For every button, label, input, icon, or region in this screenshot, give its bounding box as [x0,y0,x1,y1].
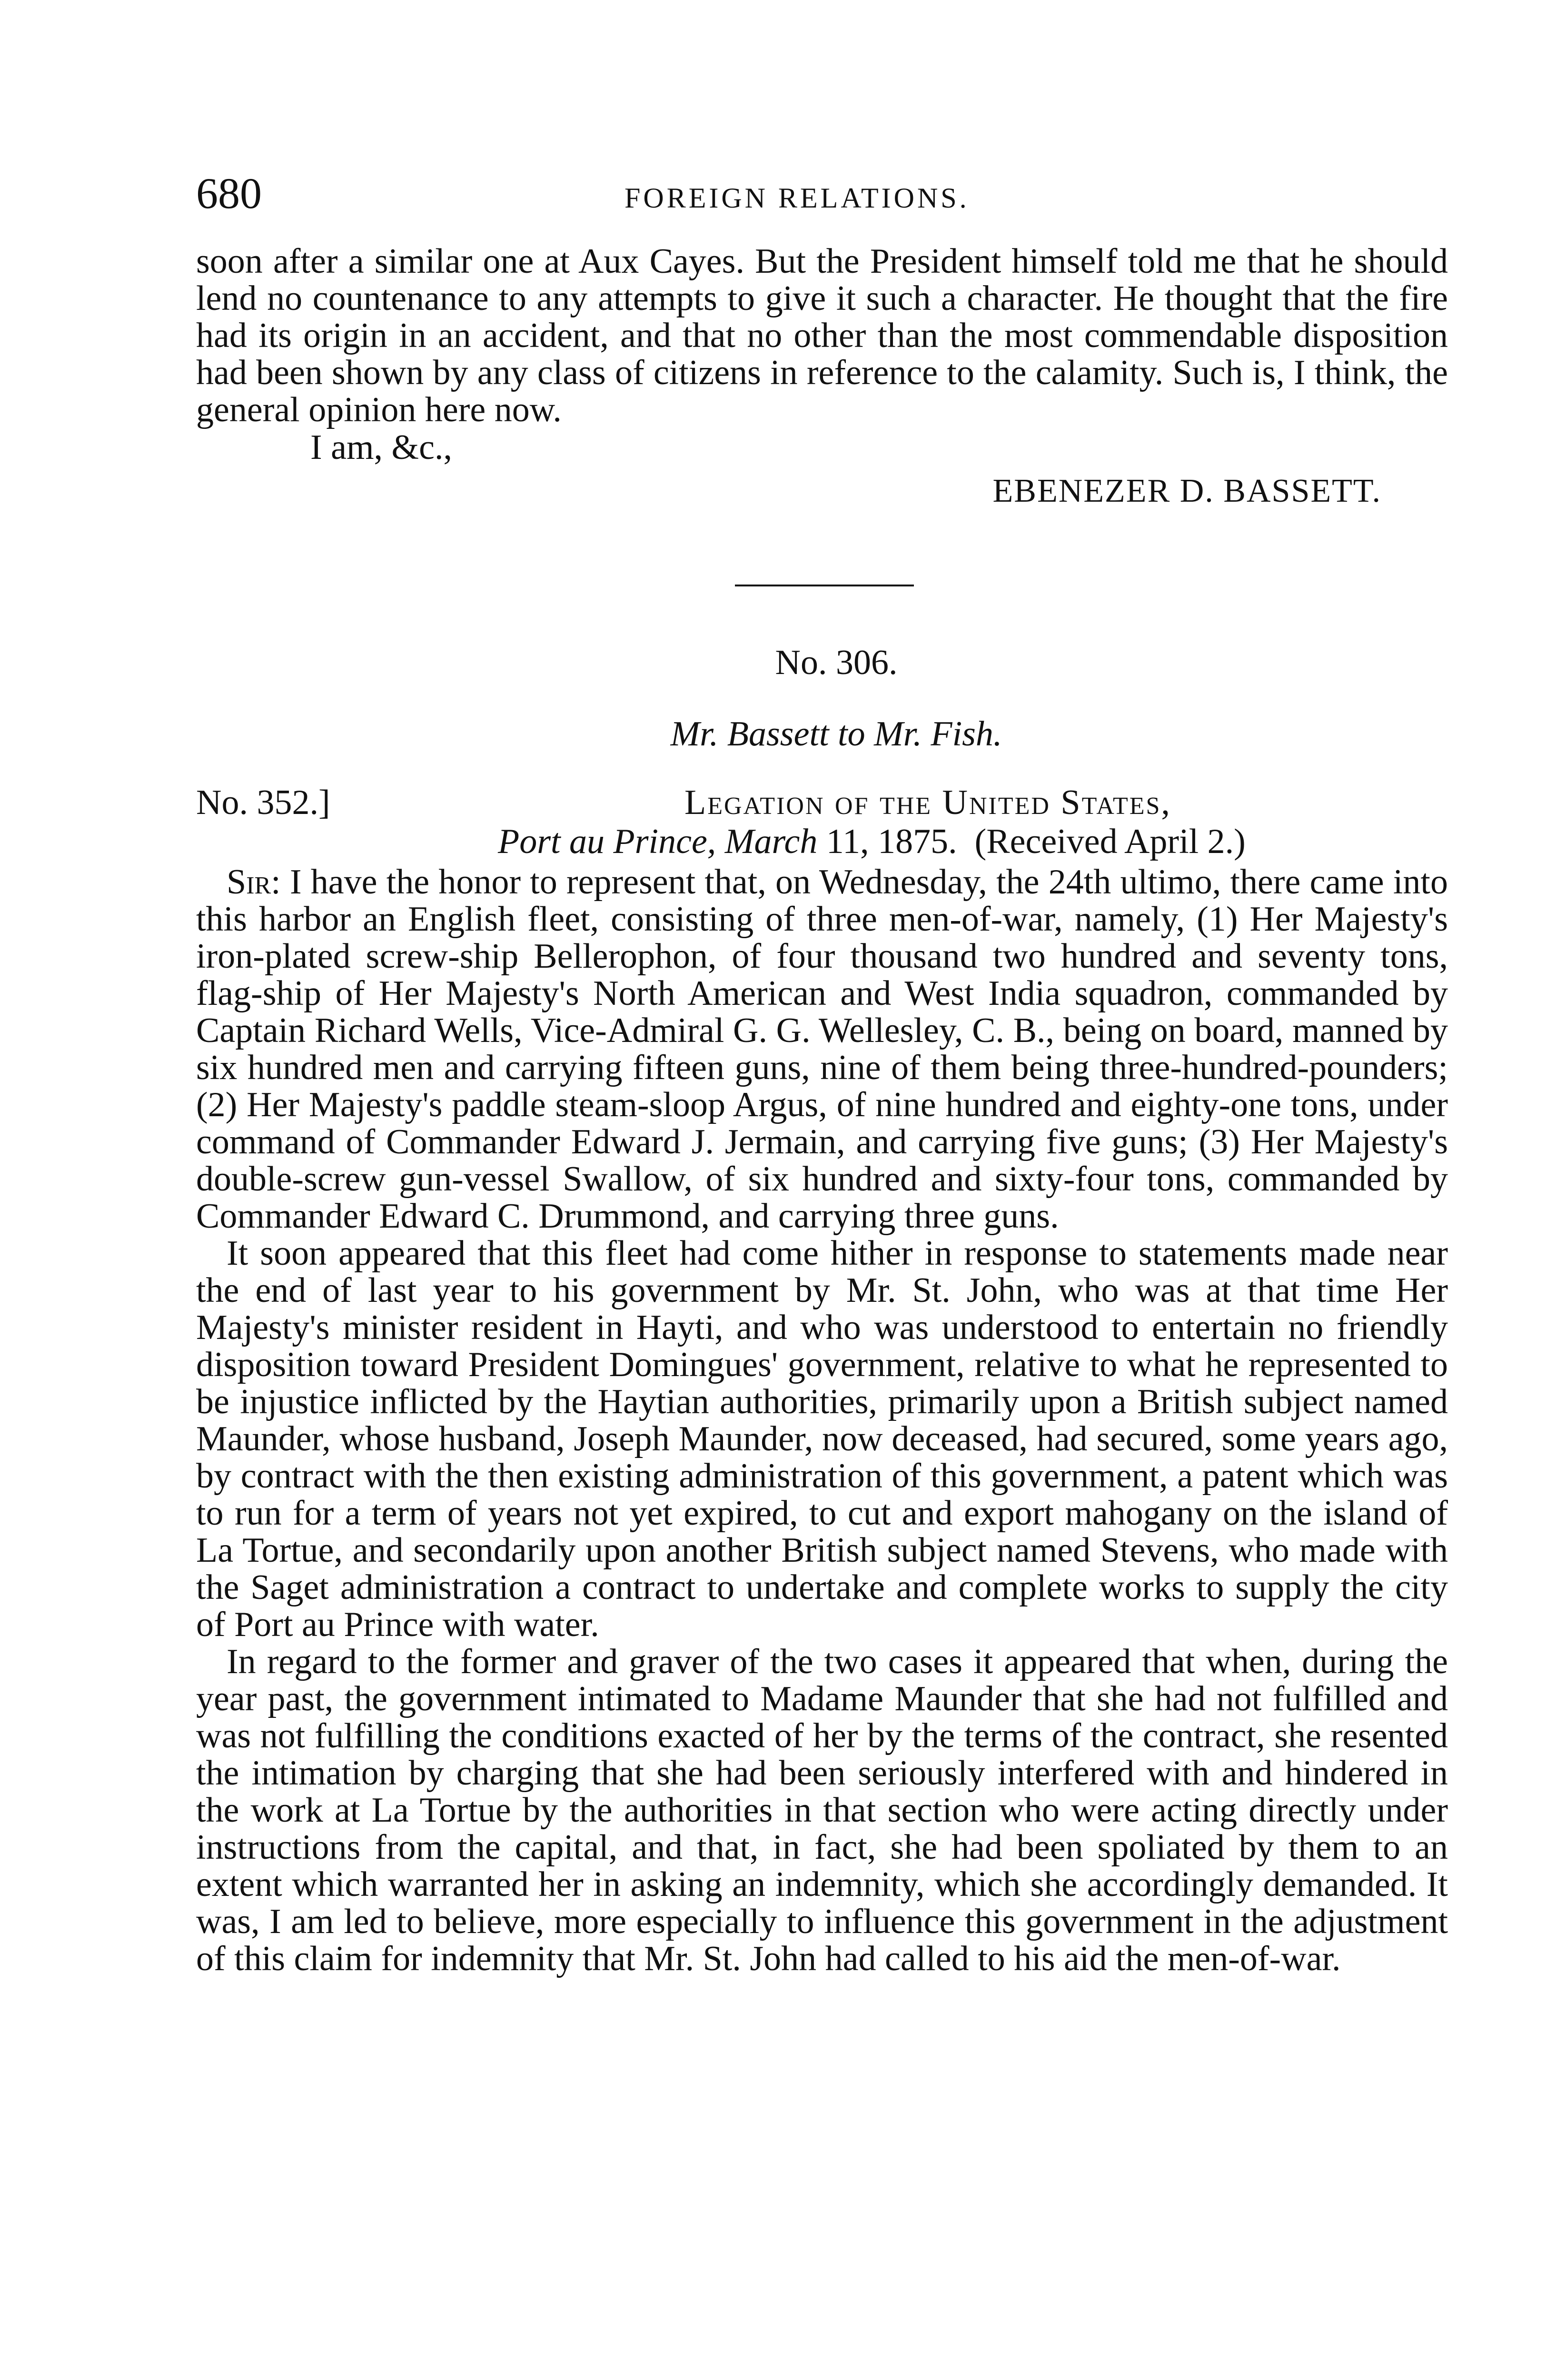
previous-letter-paragraph: soon after a similar one at Aux Cayes. But the President himself told me that he should lend no countenance to any attempts to give it such a character. He thought that the fire had its origin in an accident, and that no other than the most commendable disposition had been shown by any class of citizens in reference to the calamity. Such is, I think, the general opinion here now. [196,242,1448,429]
signature: EBENEZER D. BASSETT. [992,473,1381,509]
letter-body [196,863,1448,1977]
document-number: No. 306. [775,643,898,682]
document-page [196,171,1448,1977]
place-and-date [498,822,1246,862]
letter-paragraph-1 [196,863,1448,1235]
dispatch-number: No. 352.] [196,783,330,822]
letter-paragraph-3: In regard to the former and graver of the two cases it appeared that when, during the year past, the government intimated to Madame Maunder that she had not fulfilled and was not fulfilling the conditions exacted of her by the terms of the contract, she resented the intimation by charging that she had been seriously interfered with and hindered in the work at La Tortue by the authorities in that section who were acting directly under instructions from the capital, and that, in fact, she had been spoliated by them to an extent which warranted her in asking an indemnity, which she accordingly demanded. It was, I am led to believe, more especially to influence this government in the adjustment of this claim for indemnity that Mr. St. John had called to his aid the men-of-war. [196,1642,1448,1978]
letter-paragraph-2: It soon appeared that this fleet had come hither in response to statements made near the end of last year to his government by Mr. St. John, who was at that time Her Majesty's minister resident in Hayti, and who was understood to entertain no friendly disposition toward President Domingues' government, relative to what he represented to be injustice inflicted by the Haytian authorities, primarily upon a British subject named Maunder, whose husband, Joseph Maunder, now deceased, had secured, some years ago, by contract with the then existing administration of this government, a patent which was to run for a term of years not yet expired, to cut and export mahogany on the island of La Tortue, and secondarily upon another British subject named Stevens, who made with the Saget administration a contract to undertake and complete works to supply the city of Port au Prince with water. [196,1234,1448,1644]
previous-letter-text [196,243,1448,428]
paragraph-1-text: I have the honor to represent that, on Wednesday, the 24th ultimo, there came into this harbor an English fleet, consisting of three men-of-war, namely, (1) Her Majesty's iron-plated screw-ship Bellerophon, of four thousand two hundred and seventy tons, flag-ship of Her Majesty's North American and West India squadron, commanded by Captain Richard Wells, Vice-Admiral G. G. Wellesley, C. B., being on board, manned by six hundred men and carrying fifteen guns, nine of them being three-hundred-pounders; (2) Her Majesty's paddle steam-sloop Argus, of nine hundred and eighty-one tons, under command of Commander Edward J. Jermain, and carrying five guns; (3) Her Majesty's double-screw gun-vessel Swallow, of six hundred and sixty-four tons, commanded by Commander Edward C. Drummond, and carrying three guns. [196,863,1448,1236]
received-date: (Received April 2.) [974,822,1246,861]
dateline [196,783,1448,863]
page-header [196,171,1448,243]
date-rest: 11, 1875. [817,822,957,861]
running-head: FOREIGN RELATIONS. [624,182,970,214]
section-divider [735,585,914,586]
salutation: Sir: [227,863,281,902]
place-date-italic: Port au Prince, March [498,822,818,861]
legation-heading: Legation of the United States, [684,783,1171,822]
page-number: 680 [196,169,262,218]
letter-closing: I am, &c., [310,428,452,467]
document-title: Mr. Bassett to Mr. Fish. [670,714,1002,754]
